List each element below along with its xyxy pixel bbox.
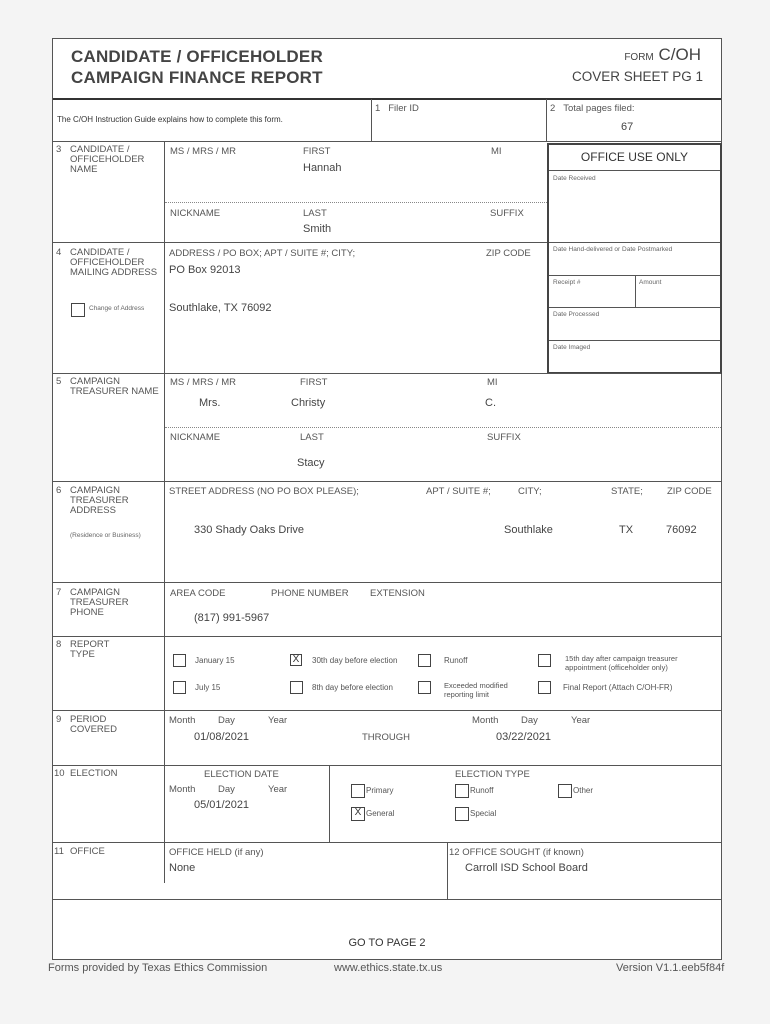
treasurer-first-label: FIRST [300,377,328,388]
period-month-label: Month [169,715,196,726]
go-to-page-2: GO TO PAGE 2 [348,937,426,949]
street-address-label: STREET ADDRESS (NO PO BOX PLEASE); [169,486,359,497]
section-11-label: OFFICE [70,846,105,857]
election-date-header: ELECTION DATE [204,769,279,780]
8th-day-checkbox[interactable] [290,681,303,694]
15th-day-after-label: 15th day after campaign treasurer appointment (officeholder only) [565,654,678,672]
treasurer-nickname-label: NICKNAME [170,432,221,443]
section-9-label: PERIOD COVERED [70,714,117,735]
treasurer-title-field[interactable]: Mrs. [199,397,221,409]
nickname-label: NICKNAME [170,208,221,219]
instruction-text: The C/OH Instruction Guide explains how to complete this form. [57,115,283,124]
general-checkbox[interactable]: X [351,807,365,821]
primary-checkbox[interactable] [351,784,365,798]
treasurer-mi-label: MI [487,377,498,388]
30th-day-checkbox[interactable]: X [290,654,302,666]
section-3-label: CANDIDATE / OFFICEHOLDER NAME [70,144,145,175]
section-5-number: 5 [56,376,62,387]
treasurer-street-field[interactable]: 330 Shady Oaks Drive [194,524,305,536]
period-to-month-label: Month [472,715,499,726]
form-code: FORM C/OH [624,45,701,64]
section-7-label: CAMPAIGN TREASURER PHONE [70,587,129,618]
amount-label: Amount [639,279,662,286]
treasurer-ms-label: MS / MRS / MR [170,377,236,388]
runoff-election-checkbox[interactable] [455,784,469,798]
section-6-number: 6 [56,485,62,496]
exceeded-limit-label: Exceeded modified reporting limit [444,681,508,699]
footer-provider: Forms provided by Texas Ethics Commission [48,962,268,974]
phone-number-label: PHONE NUMBER [271,588,349,599]
date-received-label: Date Received [553,175,596,182]
office-sought-field[interactable]: Carroll ISD School Board [465,862,588,874]
election-year-label: Year [268,784,288,795]
footer-version: Version V1.1.eeb5f84f [616,962,725,974]
section-5-label: CAMPAIGN TREASURER NAME [70,376,159,397]
area-code-label: AREA CODE [170,588,226,599]
january-15-label: January 15 [195,656,235,665]
july-15-label: July 15 [195,683,221,692]
special-election-checkbox[interactable] [455,807,469,821]
section-8-label: REPORT TYPE [70,639,110,660]
mailing-address-line1[interactable]: PO Box 92013 [169,264,241,276]
30th-day-label: 30th day before election [312,656,398,665]
footer-website[interactable]: www.ethics.state.tx.us [334,962,443,974]
other-election-checkbox[interactable] [558,784,572,798]
treasurer-mi-field[interactable]: C. [485,397,496,409]
date-processed-label: Date Processed [553,311,600,318]
section-7-number: 7 [56,587,62,598]
election-type-header: ELECTION TYPE [455,769,530,780]
section-10-number: 10 [54,768,65,779]
section-8-number: 8 [56,639,62,650]
section-10-label: ELECTION [70,768,118,779]
8th-day-label: 8th day before election [312,683,393,692]
mailing-zip-label: ZIP CODE [486,248,531,259]
extension-label: EXTENSION [370,588,425,599]
apt-suite-label: APT / SUITE #; [426,486,491,497]
office-use-title: OFFICE USE ONLY [580,150,689,164]
final-report-label: Final Report (Attach C/OH-FR) [563,683,673,692]
period-to-field[interactable]: 03/22/2021 [496,731,552,743]
through-label: THROUGH [362,732,411,743]
section-6-sub: (Residence or Business) [70,532,141,539]
filer-id-label: 1 Filer ID [375,103,419,114]
change-of-address-checkbox[interactable] [71,303,85,317]
period-to-day-label: Day [521,715,538,726]
period-to-year-label: Year [571,715,591,726]
total-pages-label: 2 Total pages filed: [550,103,635,114]
general-label: General [366,809,395,818]
ms-mrs-mr-label: MS / MRS / MR [170,146,236,157]
special-election-label: Special [470,809,497,818]
treasurer-state-field[interactable]: TX [619,524,634,536]
date-imaged-label: Date Imaged [553,344,591,351]
suffix-label: SUFFIX [490,208,524,219]
mailing-address-line2[interactable]: Southlake, TX 76092 [169,302,272,314]
15th-day-after-checkbox[interactable] [538,654,551,667]
exceeded-limit-checkbox[interactable] [418,681,431,694]
office-use-only-box [547,143,722,374]
mailing-address-label: ADDRESS / PO BOX; APT / SUITE #; CITY; [169,248,356,259]
form-title-line1: CANDIDATE / OFFICEHOLDER [71,47,323,66]
treasurer-last-name-field[interactable]: Stacy [297,457,325,469]
first-name-label: FIRST [303,146,331,157]
office-held-field[interactable]: None [169,862,196,874]
city-label: CITY; [518,486,542,497]
election-day-label: Day [218,784,235,795]
runoff-election-label: Runoff [470,786,494,795]
other-election-label: Other [573,786,594,795]
form-title-line2: CAMPAIGN FINANCE REPORT [71,68,323,87]
receipt-label: Receipt # [553,279,581,286]
treasurer-city-field[interactable]: Southlake [504,524,553,536]
january-15-checkbox[interactable] [173,654,186,667]
candidate-first-name-field[interactable]: Hannah [303,162,342,174]
election-date-field[interactable]: 05/01/2021 [194,799,250,811]
treasurer-zip-field[interactable]: 76092 [666,524,697,536]
cover-sheet-form [52,38,722,960]
section-4-number: 4 [56,247,62,258]
zip-code-label: ZIP CODE [667,486,712,497]
section-6-label: CAMPAIGN TREASURER ADDRESS [70,485,129,516]
election-month-label: Month [169,784,196,795]
treasurer-last-label: LAST [300,432,324,443]
mi-label: MI [491,146,502,157]
total-pages-field[interactable]: 67 [621,121,634,133]
last-name-label: LAST [303,208,327,219]
section-4-label: CANDIDATE / OFFICEHOLDER MAILING ADDRESS [70,247,158,278]
office-held-label: OFFICE HELD (if any) [169,847,264,858]
section-11-number: 11 [54,846,64,857]
treasurer-phone-field[interactable]: (817) 991-5967 [194,612,270,624]
period-from-field[interactable]: 01/08/2021 [194,731,250,743]
treasurer-first-name-field[interactable]: Christy [291,397,326,409]
hand-delivered-label: Date Hand-delivered or Date Postmarked [553,246,673,253]
july-15-checkbox[interactable] [173,681,186,694]
candidate-last-name-field[interactable]: Smith [303,223,332,235]
period-day-label: Day [218,715,235,726]
section-9-number: 9 [56,714,62,725]
period-year-label: Year [268,715,288,726]
state-label: STATE; [611,486,643,497]
primary-label: Primary [366,786,394,795]
runoff-report-checkbox[interactable] [418,654,431,667]
change-of-address-label: Change of Address [89,305,145,312]
runoff-report-label: Runoff [444,656,468,665]
office-sought-label: 12 OFFICE SOUGHT (if known) [449,847,584,858]
final-report-checkbox[interactable] [538,681,551,694]
section-3-number: 3 [56,144,62,155]
cover-sheet-page: COVER SHEET PG 1 [571,69,703,84]
treasurer-suffix-label: SUFFIX [487,432,521,443]
